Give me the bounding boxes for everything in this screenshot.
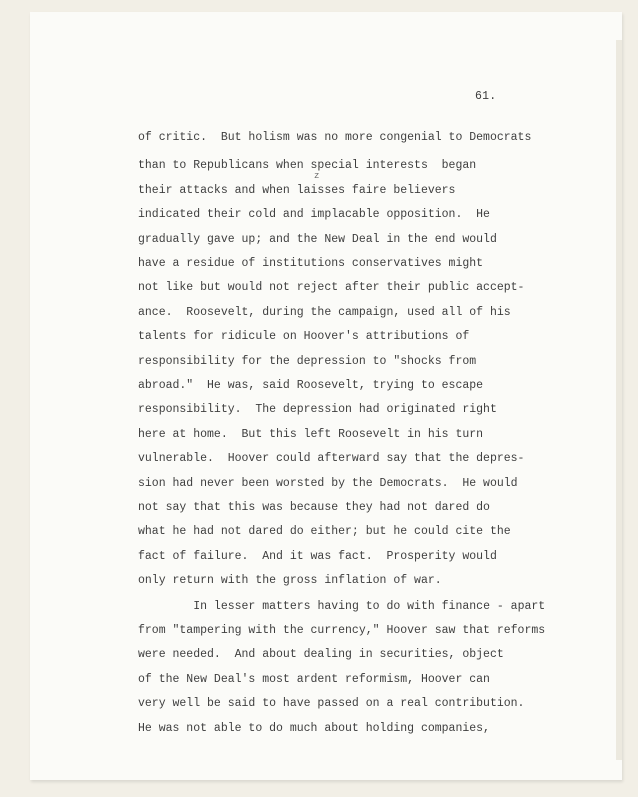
text-line: their attacks and when laisses faire believers [138,184,456,197]
text-line: only return with the gross inflation of war. [138,574,442,587]
text-line: talents for ridicule on Hoover's attributions of [138,330,470,343]
text-line: responsibility for the depression to "shocks from [138,355,477,368]
text-line: than to Republicans when special interests began [138,159,477,172]
page-edge-shadow [616,40,622,760]
text-line: responsibility. The depression had originated right [138,403,497,416]
text-line: not like but would not reject after their public accept- [138,281,525,294]
text-line: what he had not dared do either; but he could cite the [138,525,511,538]
typescript-page [30,12,622,780]
text-line: have a residue of institutions conservatives might [138,257,484,270]
text-line: here at home. But this left Roosevelt in his turn [138,428,484,441]
text-line: gradually gave up; and the New Deal in the end would [138,233,497,246]
text-line: not say that this was because they had not dared do [138,501,490,514]
handwritten-correction: z [314,171,320,181]
paragraph-indent [138,600,193,613]
text-line: very well be said to have passed on a real contribution. [138,697,525,710]
text-line: from "tampering with the currency," Hoover saw that reforms [138,624,546,637]
text-line: abroad." He was, said Roosevelt, trying to escape [138,379,484,392]
text-line: of critic. But holism was no more congenial to Democrats [138,131,532,144]
text-line: were needed. And about dealing in securities, object [138,648,504,661]
text-line: of the New Deal's most ardent reformism, Hoover can [138,673,490,686]
text-line-content: In lesser matters having to do with finance - apart [193,600,546,613]
text-line: sion had never been worsted by the Democrats. He would [138,477,518,490]
text-line: vulnerable. Hoover could afterward say that the depres- [138,452,525,465]
text-line-indented [138,600,545,614]
text-line: He was not able to do much about holding companies, [138,722,490,735]
page-number: 61. [475,90,497,103]
text-line: fact of failure. And it was fact. Prosperity would [138,550,497,563]
text-line: ance. Roosevelt, during the campaign, used all of his [138,306,511,319]
text-line: indicated their cold and implacable opposition. He [138,208,490,221]
